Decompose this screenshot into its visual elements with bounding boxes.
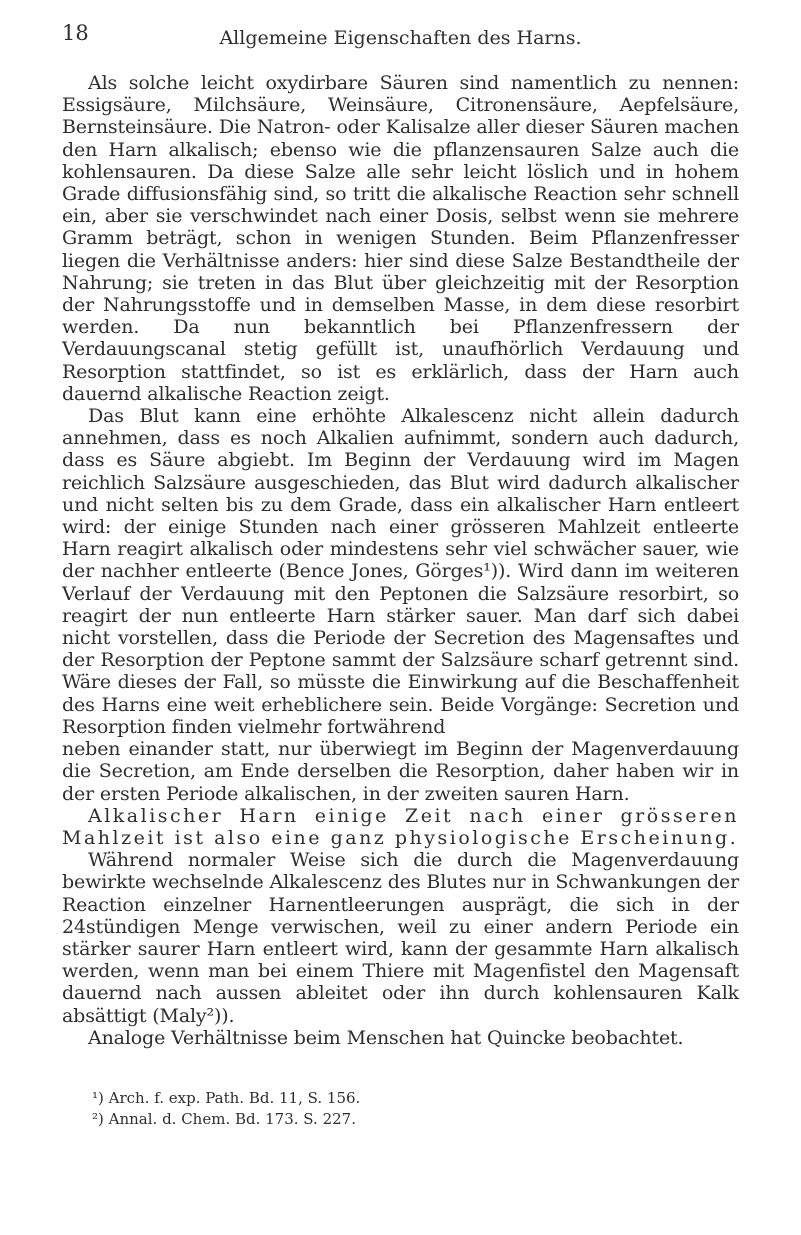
page-header: [62, 18, 739, 58]
footnote-1: ¹) Arch. f. exp. Path. Bd. 11, S. 156.: [92, 1089, 361, 1107]
footnotes: [92, 1088, 692, 1130]
footnote-2: ²) Annal. d. Chem. Bd. 173. S. 227.: [92, 1110, 356, 1128]
paragraph-quincke: Analoge Verhältnisse beim Menschen hat Quincke beobachtet.: [88, 1026, 684, 1049]
paragraph-secretion-resorption: neben einander statt, nur überwiegt im Beginn der Magenverdauung die Secretion, am Ende derselben die Resorption, daher haben wir in der ersten Periode alkalischen, in der zweiten sauren Harn.: [62, 738, 739, 805]
body-text: [62, 72, 739, 1049]
paragraph-gastric-fistula: Während normaler Weise sich die durch die Magenverdauung bewirkte wechselnde Alkalescenz des Blutes nur in Schwankungen der Reaction einzelner Harnentleerungen ausprägt, die sich in der 24stündigen Menge verwischen, weil zu einer andern Periode ein stärker saurer Harn entleert wird, kann der gesammte Harn alkalisch werden, wenn man bei einem Thiere mit Magenfistel den Magensaft dauernd nach aussen ableitet oder ihn durch kohlensauren Kalk absättigt (Maly²)).: [62, 849, 739, 1027]
paragraph-oxidizable-acids: Als solche leicht oxydirbare Säuren sind namentlich zu nennen: Essigsäure, Milchsäure, Weinsäure, Citronensäure, Aepfelsäure, Bernsteinsäure. Die Natron- oder Kalisalze aller dieser Säuren machen den Harn alkalisch; ebenso wie die pflanzensauren Salze auch die kohlensauren. Da diese Salze alle sehr leicht löslich und in hohem Grade diffusionsfähig sind, so tritt die alkalische Reaction sehr schnell ein, aber sie verschwindet nach einer Dosis, selbst wenn sie mehrere Gramm beträgt, schon in wenigen Stunden. Beim Pflanzenfresser liegen die Verhältnisse anders: hier sind diese Salze Bestandtheile der Nahrung; sie treten in das Blut über gleichzeitig mit der Resorption der Nahrungsstoffe und in demselben Masse, in dem diese resorbirt werden. Da nun bekanntlich bei Pflanzenfressern der Verdauungscanal stetig gefüllt ist, unaufhörlich Verdauung und Resorption stattfindet, so ist es erklärlich, dass der Harn auch dauernd alkalische Reaction zeigt.: [62, 72, 739, 405]
page-number: 18: [62, 21, 89, 45]
running-title: Allgemeine Eigenschaften des Harns.: [219, 27, 582, 49]
paragraph-physiological-phenomenon: Alkalischer Harn einige Zeit nach einer grösseren Mahlzeit ist also eine ganz physiologische Erscheinung.: [62, 804, 739, 849]
paragraph-blood-alkalescence: Das Blut kann eine erhöhte Alkalescenz nicht allein dadurch annehmen, dass es noch Alkalien aufnimmt, sondern auch dadurch, dass es Säure abgiebt. Im Beginn der Verdauung wird im Magen reichlich Salzsäure ausgeschieden, das Blut wird dadurch alkalischer und nicht selten bis zu dem Grade, dass ein alkalischer Harn entleert wird: der einige Stunden nach einer grösseren Mahlzeit entleerte Harn reagirt alkalisch oder mindestens sehr viel schwächer sauer, wie der nachher entleerte (Bence Jones, Görges¹)). Wird dann im weiteren Verlauf der Verdauung mit den Peptonen die Salzsäure resorbirt, so reagirt der nun entleerte Harn stärker sauer. Man darf sich dabei nicht vorstellen, dass die Periode der Secretion des Magensaftes und der Resorption der Peptone sammt der Salzsäure scharf getrennt sind. Wäre dieses der Fall, so müsste die Einwirkung auf die Beschaffenheit des Harns eine weit erheblichere sein. Beide Vorgänge: Secretion und Resorption finden vielmehr fortwährend: [62, 405, 739, 738]
